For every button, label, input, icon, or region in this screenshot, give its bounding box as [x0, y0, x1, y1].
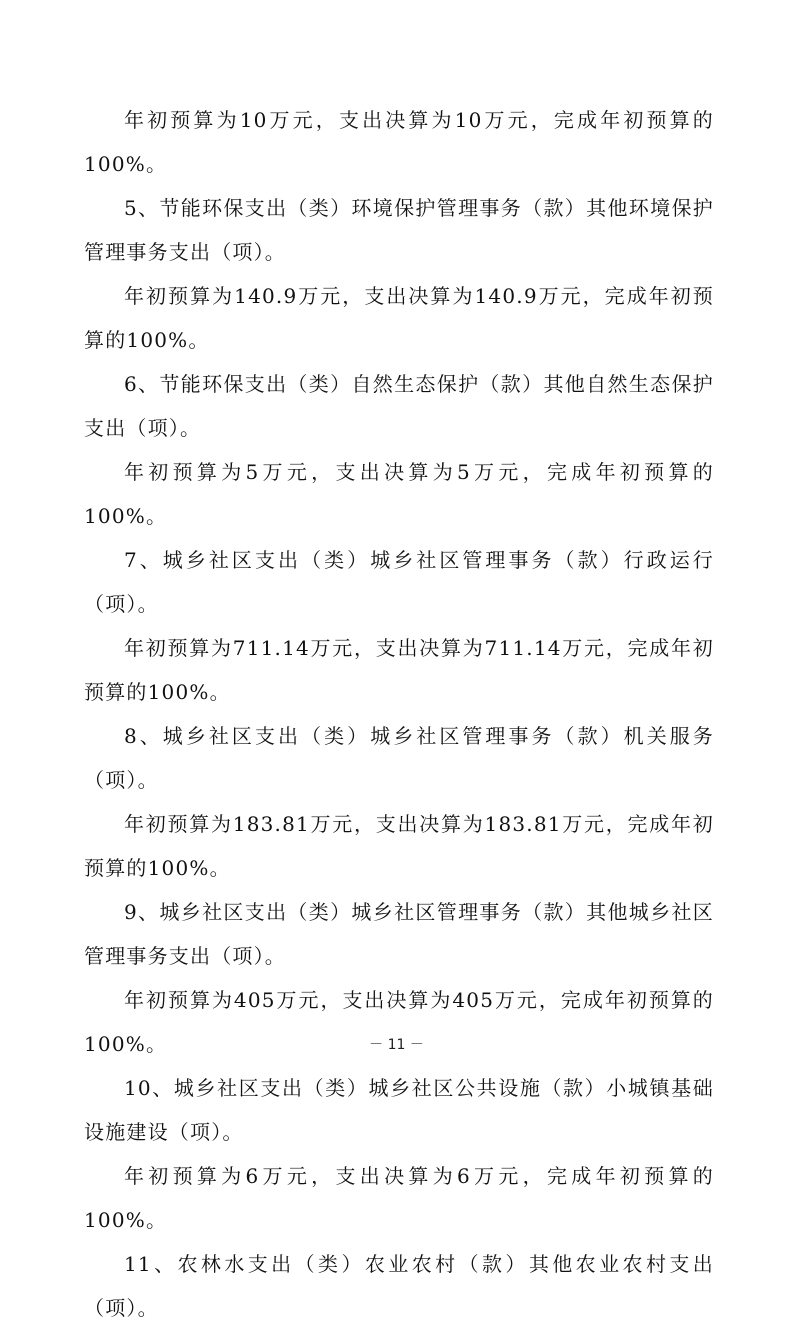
paragraph: 年初预算为140.9万元，支出决算为140.9万元，完成年初预算的100%。: [84, 284, 714, 352]
page-number: － 11 －: [369, 1037, 424, 1053]
paragraph: 5、节能环保支出（类）环境保护管理事务（款）其他环境保护管理事务支出（项）。: [84, 196, 714, 264]
paragraph: 7、城乡社区支出（类）城乡社区管理事务（款）行政运行（项）。: [84, 548, 714, 616]
paragraph: 年初预算为5万元，支出决算为5万元，完成年初预算的100%。: [84, 460, 714, 528]
paragraph: 11、农林水支出（类）农业农村（款）其他农业农村支出（项）。: [84, 1252, 714, 1320]
paragraph: 8、城乡社区支出（类）城乡社区管理事务（款）机关服务（项）。: [84, 724, 714, 792]
paragraph: 年初预算为405万元，支出决算为405万元，完成年初预算的100%。: [84, 988, 714, 1056]
document-body: [84, 98, 714, 1330]
paragraph: 10、城乡社区支出（类）城乡社区公共设施（款）小城镇基础设施建设（项）。: [84, 1076, 714, 1144]
paragraph: 6、节能环保支出（类）自然生态保护（款）其他自然生态保护支出（项）。: [84, 372, 714, 440]
paragraph: 年初预算为6万元，支出决算为6万元，完成年初预算的100%。: [84, 1164, 714, 1232]
paragraph: 9、城乡社区支出（类）城乡社区管理事务（款）其他城乡社区管理事务支出（项）。: [84, 900, 714, 968]
paragraph: 年初预算为183.81万元，支出决算为183.81万元，完成年初预算的100%。: [84, 812, 714, 880]
paragraph: 年初预算为10万元，支出决算为10万元，完成年初预算的100%。: [84, 108, 714, 176]
paragraph: 年初预算为711.14万元，支出决算为711.14万元，完成年初预算的100%。: [84, 636, 714, 704]
